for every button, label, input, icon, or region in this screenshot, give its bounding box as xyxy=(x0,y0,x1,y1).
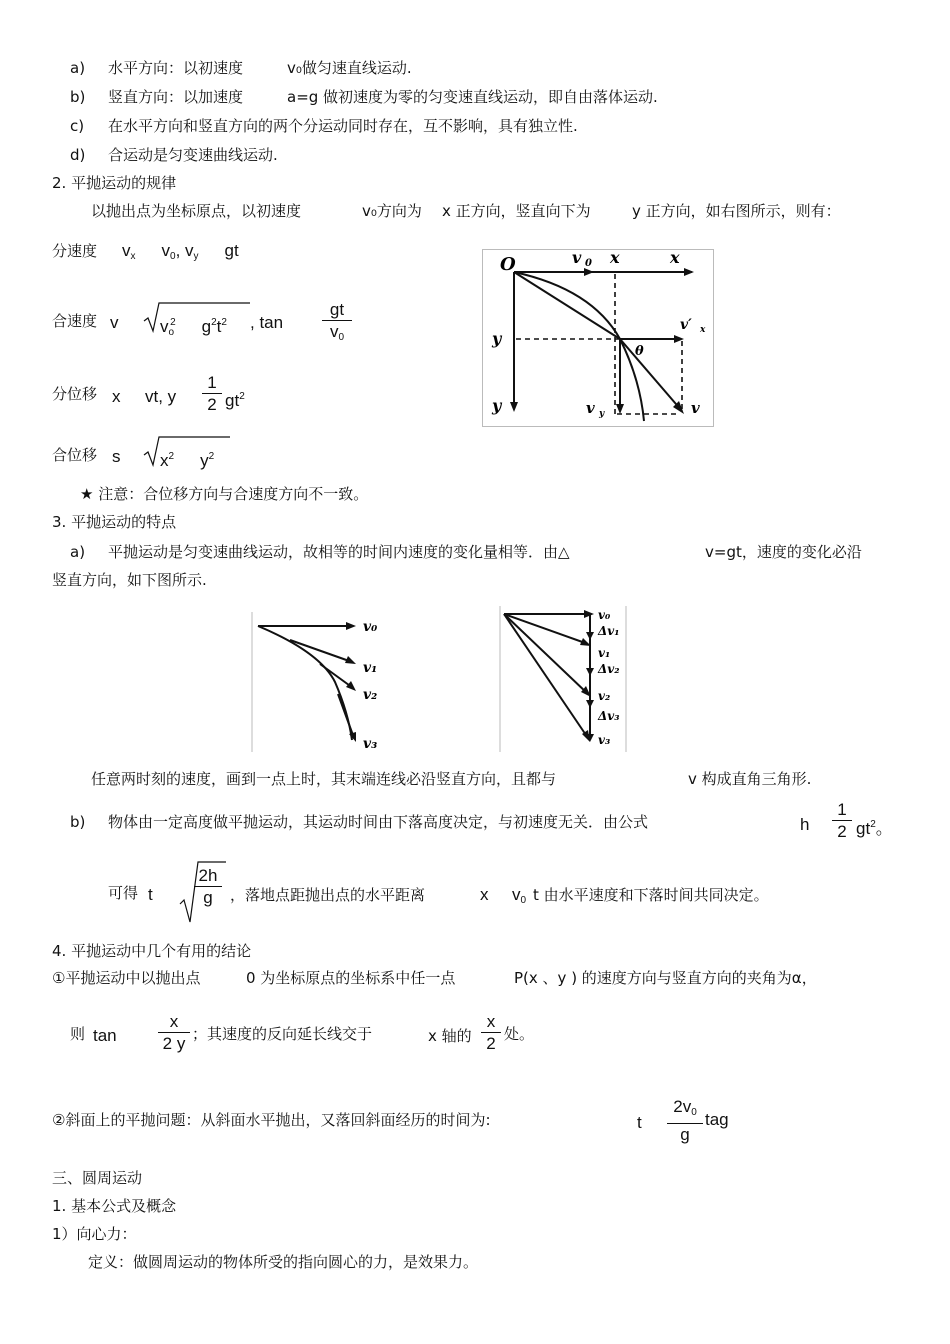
c3-t: t xyxy=(637,1113,642,1132)
vx-prime-label: v′ xyxy=(680,317,692,333)
p3a-text-1: 平抛运动是匀变速曲线运动，故相等的时间内速度的变化量相等．由△ xyxy=(108,543,570,561)
formula-resultant-sqrt-xy: $x^2$ $y^2$ xyxy=(160,451,215,470)
velocity-vectors-diagram xyxy=(250,612,392,752)
item-c-text: 在水平方向和竖直方向的两个分运动同时存在，互不影响，具有独立性. xyxy=(108,117,578,135)
item-a-text2: v₀做匀速直线运动. xyxy=(287,59,412,77)
projectile-diagram xyxy=(482,249,714,427)
formula-resultant-s: s xyxy=(112,447,121,466)
velocity-triangle-diagram xyxy=(498,606,632,752)
p3c-fraction-half: $\frac{1}{2}$ xyxy=(832,800,852,843)
fig2-v2: v₂ xyxy=(363,687,378,703)
item-b-text2: a=g 做初速度为零的匀变速直线运动，即自由落体运动. xyxy=(287,88,658,106)
section-3-heading: 3. 平抛运动的特点 xyxy=(52,513,177,531)
origin-label: O xyxy=(500,254,516,275)
c1-text-1: ①平抛运动中以抛出点 xyxy=(52,969,201,987)
formula-resultant-disp-label: 合位移 xyxy=(52,446,98,464)
c2-text-4: 处。 xyxy=(504,1025,535,1043)
formula-tan: , tan xyxy=(250,313,284,332)
c1-text-2: 0 为坐标原点的坐标系中任一点 xyxy=(246,969,456,987)
formula-disp-gt2: $gt^2$ xyxy=(225,391,245,410)
p3b-text-1: 任意两时刻的速度，画到一点上时，其末端连线必沿竖直方向，且都与 xyxy=(91,770,557,788)
fig2-v3: v₃ xyxy=(363,736,378,752)
theta-label: θ xyxy=(635,344,644,359)
v0-label: v xyxy=(572,249,582,267)
formula-disp-x: x xyxy=(112,387,121,406)
vy-subscript: y xyxy=(599,409,605,419)
definition-text: 定义：做圆周运动的物体所受的指向圆心的力，是效果力。 xyxy=(88,1253,479,1271)
item-b-mark: b) xyxy=(70,88,86,106)
item-c-mark: c) xyxy=(70,117,85,135)
intro-text-4: y 正方向，如右图所示，则有： xyxy=(632,202,841,220)
y-label-mid: y xyxy=(492,329,502,348)
c3-tag: tag xyxy=(705,1110,729,1129)
fig3-v2: v₂ xyxy=(598,689,611,703)
c2-fraction-x-over-2y: $\frac{x}{2 y}$ xyxy=(158,1012,190,1055)
section-2-heading: 2. 平抛运动的规律 xyxy=(52,174,177,192)
fig3-dv1: Δv₁ xyxy=(598,624,620,638)
p3a-text-2: v=gt，速度的变化必沿 xyxy=(705,543,862,561)
p3a-mark: a) xyxy=(70,543,86,561)
c3-text: ②斜面上的平抛问题：从斜面水平抛出，又落回斜面经历的时间为: xyxy=(52,1111,491,1129)
c2-text-2: ；其速度的反向延长线交于 xyxy=(192,1025,373,1043)
fraction-one-half: $\frac{1}{2}$ xyxy=(202,373,222,416)
p3d-text-2: ，落地点距抛出点的水平距离 xyxy=(230,886,426,904)
section-circular-heading: 三、圆周运动 xyxy=(52,1169,143,1187)
v-label: v xyxy=(691,399,700,417)
item-d-mark: d) xyxy=(70,146,86,164)
fig3-v1: v₁ xyxy=(598,646,611,660)
p3d-x: x xyxy=(480,885,489,904)
p3b-text-2: v 构成直角三角形. xyxy=(688,770,812,788)
fig3-v0: v₀ xyxy=(598,608,611,622)
p3d-text-3: t 由水平速度和下落时间共同决定。 xyxy=(533,886,769,904)
fig2-v1: v₁ xyxy=(363,660,378,676)
fraction-gt-over-v0: $\frac{gt}{v_0}$ xyxy=(322,300,352,349)
fig3-dv2: Δv₂ xyxy=(598,662,620,676)
formula-resultant-v: v xyxy=(110,313,119,332)
item-b-text: 竖直方向：以加速度 xyxy=(108,88,244,106)
c1-text-3: P(x 、y ) 的速度方向与竖直方向的夹角为α， xyxy=(514,969,817,987)
formula-disp-vt: vt, y xyxy=(145,387,177,406)
formula-velocity-label: 分速度 xyxy=(52,242,98,260)
fig3-v3: v₃ xyxy=(598,733,611,747)
p3c-gt2: $gt^2$。 xyxy=(856,819,893,838)
p3a-text-3: 竖直方向，如下图所示. xyxy=(52,571,207,589)
intro-text-1: 以抛出点为坐标原点，以初速度 xyxy=(91,202,302,220)
c3-fraction-2v0-over-g: $\frac{2v_0}{g}$ xyxy=(667,1097,703,1146)
p3c-text: 物体由一定高度做平抛运动，其运动时间由下落高度决定，与初速度无关．由公式 xyxy=(108,813,649,831)
vx-prime-subscript: x xyxy=(700,325,706,335)
intro-text-3: x 正方向，竖直向下为 xyxy=(442,202,591,220)
c2-tan: tan xyxy=(93,1026,117,1045)
x-axis-label: x xyxy=(670,249,680,267)
c2-text-3: x 轴的 xyxy=(428,1027,472,1045)
c2-text-1: 则 xyxy=(70,1025,86,1043)
formula-velocity: $v_x$ $v_0$, $v_y$ gt xyxy=(122,241,239,262)
y-axis-label: y xyxy=(492,396,502,415)
item-a-text: 水平方向：以初速度 xyxy=(108,59,244,77)
p3d-v0: $v_0$ xyxy=(512,885,527,906)
note-text: ★ 注意：合位移方向与合速度方向不一致。 xyxy=(80,485,369,503)
vy-label: v xyxy=(586,399,595,417)
section-4-heading: 4. 平抛运动中几个有用的结论 xyxy=(52,942,252,960)
formula-displacement-label: 分位移 xyxy=(52,385,98,403)
item-d-text: 合运动是匀变速曲线运动. xyxy=(108,146,278,164)
formula-resultant-sqrt-content: $v_o^2$ $g^2t^2$ xyxy=(160,317,227,338)
item-a-mark: a) xyxy=(70,59,86,77)
p3d-t: t xyxy=(148,885,153,904)
p3d-text-1: 可得 xyxy=(108,884,139,902)
p3c-mark: b) xyxy=(70,813,86,831)
fig3-dv3: Δv₃ xyxy=(598,709,620,723)
x-label-top: x xyxy=(610,249,620,267)
fig2-v0: v₀ xyxy=(363,619,378,635)
c2-fraction-x-over-2: $\frac{x}{2}$ xyxy=(481,1012,501,1055)
formula-resultant-velocity-label: 合速度 xyxy=(52,312,98,330)
intro-text-2: v₀方向为 xyxy=(362,202,422,220)
p3d-fraction-2h-over-g: $\frac{2h}{g}$ xyxy=(194,866,222,909)
v0-subscript: 0 xyxy=(585,258,592,269)
p3c-h: h xyxy=(800,815,810,834)
centripetal-force-heading: 1）向心力： xyxy=(52,1225,137,1243)
subsection-basic-heading: 1. 基本公式及概念 xyxy=(52,1197,177,1215)
